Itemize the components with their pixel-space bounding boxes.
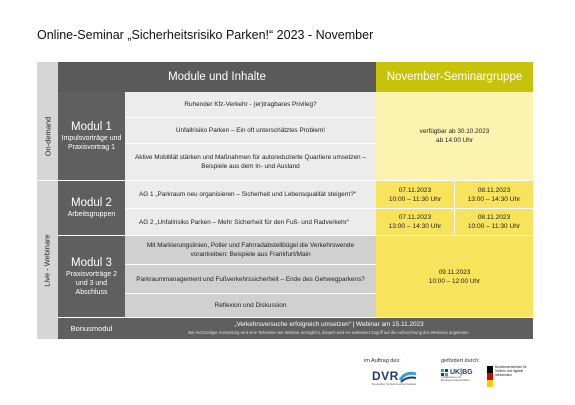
modul-2-ag1: AG 1 „Parkraum neu organisieren – Sicherheit und Lebensqualität steigern?“ [125, 181, 376, 208]
dvr-logo-text: DVR [372, 369, 399, 383]
section-live-label: Live - Webinare [43, 233, 53, 287]
modul-2-title: Modul 2 [71, 197, 112, 209]
date: 07.11.2023 [398, 214, 432, 221]
modul-3-item-2: Parkraummanagement und Fußverkehrssicherheit – Ende des Gehwegparkens? [125, 265, 376, 293]
section-on-demand-label: On-demand [43, 116, 53, 156]
bonus-note: Bei rechtzeitiger Anmeldung wird eine Teilnahme am Webinar ermöglicht, danach wird ein exklusiver Zugriff auf die Aufzeichnung des Webinars angeboten. [188, 330, 470, 335]
modul-2-subtitle: Arbeitsgruppen [67, 211, 116, 218]
ukbg-logo-subtitle: Unfallkassen und Berufsgenossenschaften [441, 376, 470, 382]
bmv-logo [487, 366, 537, 394]
footer-commissioned-label: im Auftrag des: [364, 358, 401, 364]
dvr-logo [372, 369, 432, 395]
modul-3-title: Modul 3 [71, 256, 112, 269]
modul-1-item-2: Unfallrisiko Parken – Ein oft unterschätztes Problem! [125, 118, 376, 143]
modul-1-availability: verfügbar ab 30.10.2023 ab 14:00 Uhr [376, 92, 533, 180]
header-corner [37, 62, 58, 92]
ukbg-logo [441, 369, 483, 393]
bmv-logo-text: Bundesministerium für Verkehr und digitale Infrastruktur [495, 365, 527, 377]
bonus-label: Bonusmodul [58, 318, 125, 339]
section-live [37, 181, 58, 339]
modul-3-item-1: Mit Markierungslinien, Poller und Fahrradabstellbügel die Verkehrswende vorantreiben: Beispiele aus Frankfurt/Main [125, 236, 376, 264]
page-title: Online-Seminar „Sicherheitsrisiko Parken!“ 2023 - November [37, 28, 374, 42]
bonus-title: „Verkehrsversuche erfolgreich umsetzen“ | Webinar am 15.11.2023 [234, 321, 424, 328]
time: 10:00 – 11:30 Uhr [388, 195, 442, 203]
modul-2-date-ag2-b [455, 209, 533, 235]
modul-1-item-1: Ruhender Kfz-Verkehr - (er)tragbares Privileg? [125, 92, 376, 117]
date: 08.11.2023 [477, 186, 511, 194]
modul-1-subtitle: Impulsvorträge und Praxisvortrag 1 [61, 134, 122, 151]
ukbg-logo-text: UK|BG [450, 369, 473, 376]
footer-funded-label: gefördert durch: [441, 358, 480, 364]
modul-1-box [58, 92, 125, 180]
modul-2-ag2: AG 2 „Unfallrisiko Parken – Mehr Sicherheit für den Fuß- und Radverkehr“ [125, 209, 376, 235]
time: 13:00 – 14:30 Uhr [467, 195, 521, 203]
modul-2-date-ag1-b [455, 181, 533, 208]
modul-3-date: 09.11.2023 10:00 – 12:00 Uhr [376, 236, 533, 317]
header-modules: Module und Inhalte [58, 62, 376, 92]
time: 10:00 – 11:30 Uhr [467, 223, 521, 230]
modul-1-item-3: Aktive Mobilität stärken und Maßnahmen für autoreduzierte Quartiere umsetzen – Beispiele aus dem In- und Ausland [125, 144, 376, 180]
header-seminar-group: November-Seminargruppe [376, 62, 533, 92]
time: 13:00 – 14:30 Uhr [388, 223, 442, 230]
modul-3-subtitle: Praxisvorträge 2 und 3 und Abschluss [66, 270, 117, 296]
dvr-logo-subtitle: Deutscher Verkehrssicherheitsrat [372, 382, 417, 386]
modul-3-box [58, 236, 125, 317]
bonus-content [125, 318, 533, 339]
modul-1-title: Modul 1 [71, 120, 112, 133]
date: 08.11.2023 [477, 214, 511, 221]
modul-2-date-ag2-a [376, 209, 454, 235]
modul-2-box [58, 181, 125, 235]
modul-3-item-3: Reflexion und Diskussion [125, 294, 376, 317]
modul-2-date-ag1-a [376, 181, 454, 208]
ukbg-mark-icon [441, 369, 448, 376]
section-on-demand [37, 92, 58, 180]
date: 07.11.2023 [398, 186, 432, 194]
german-flag-icon [487, 366, 493, 394]
dvr-wave-icon [399, 369, 417, 383]
